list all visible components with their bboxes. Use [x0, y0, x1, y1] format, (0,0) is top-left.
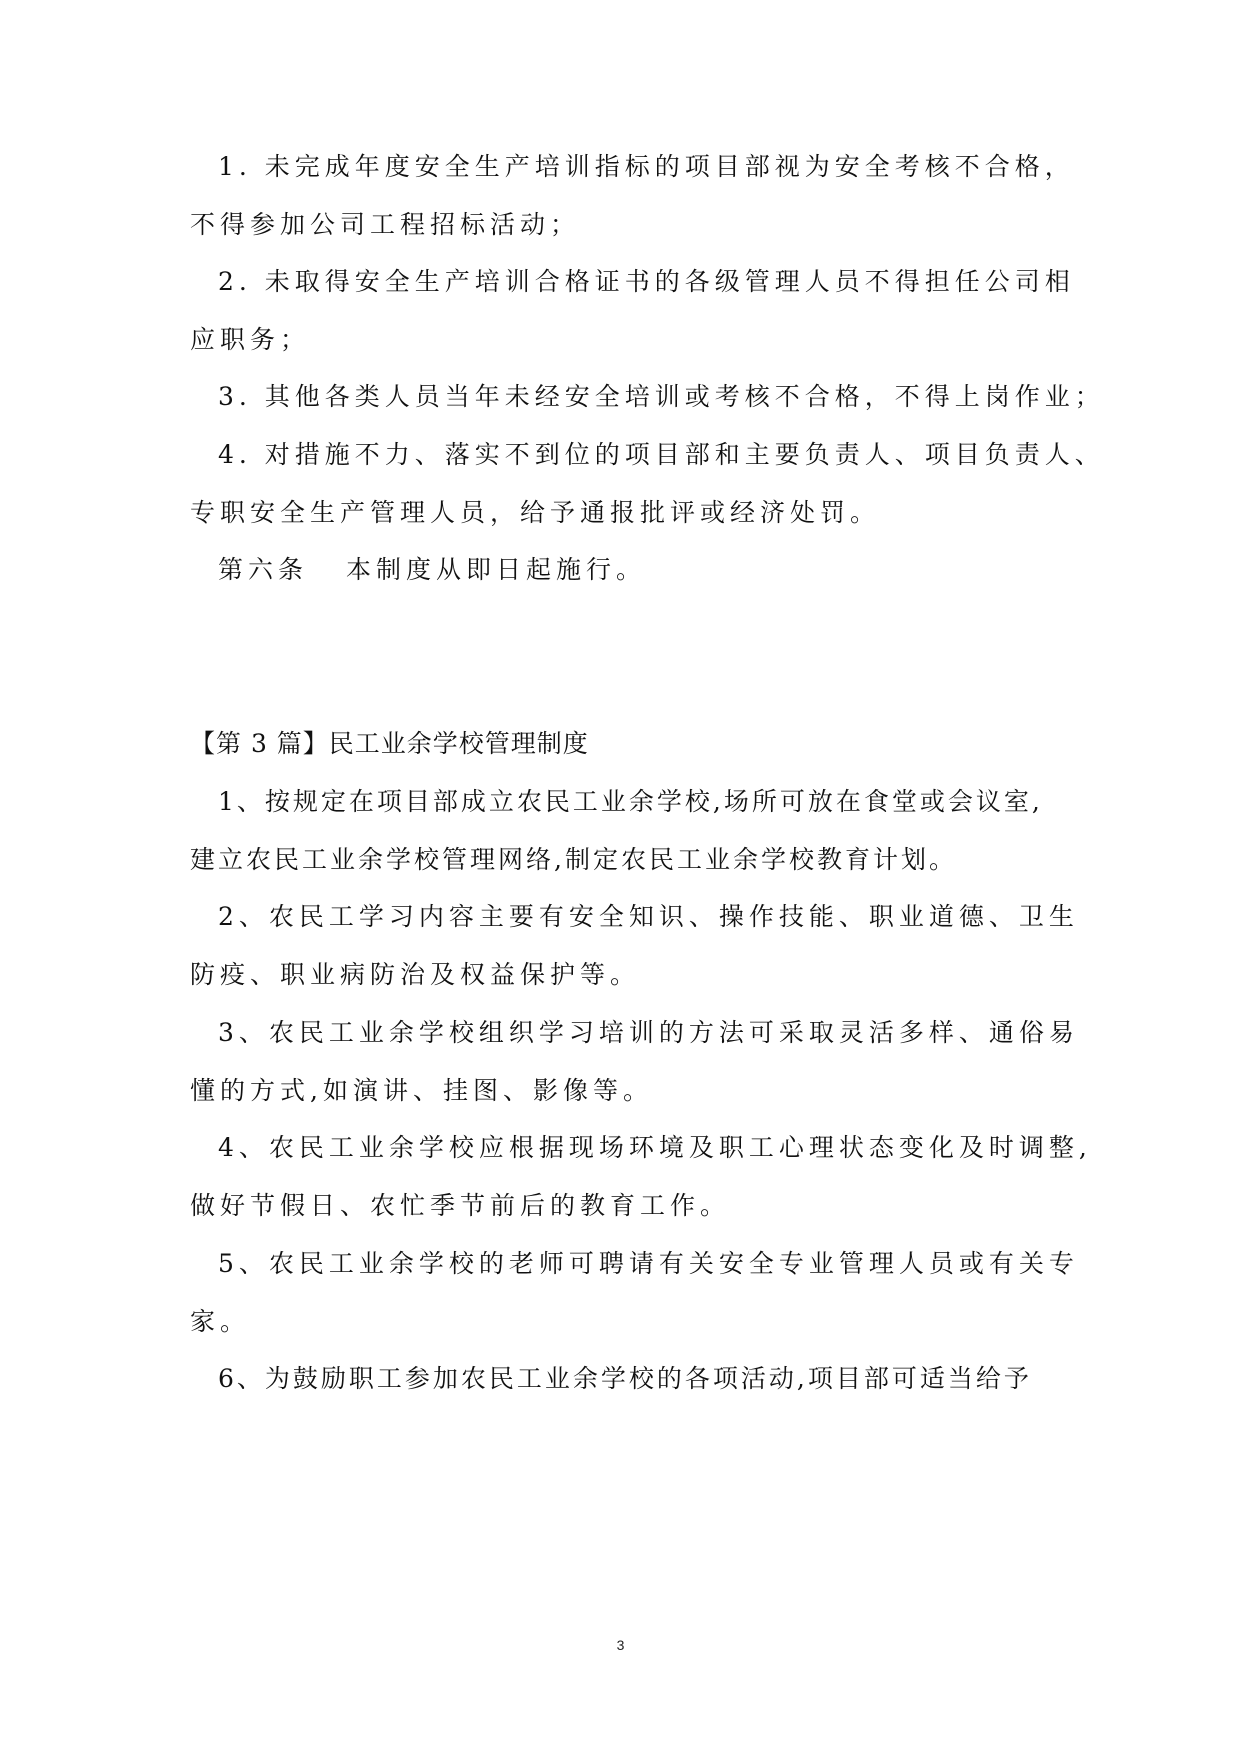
paragraph-line: 做好节假日、农忙季节前后的教育工作。: [190, 1191, 731, 1220]
paragraph-line: 不得参加公司工程招标活动；: [190, 210, 581, 239]
paragraph-line: 防疫、职业病防治及权益保护等。: [190, 960, 641, 989]
paragraph-line: 3. 其他各类人员当年未经安全培训或考核不合格，不得上岗作业；: [218, 382, 1105, 411]
article-label: 第六条: [218, 555, 309, 584]
paragraph-line: 5、农民工业余学校的老师可聘请有关安全专业管理人员或有关专: [218, 1249, 1079, 1278]
paragraph-line: 2、农民工学习内容主要有安全知识、操作技能、职业道德、卫生: [218, 902, 1079, 931]
paragraph-line: 专职安全生产管理人员，给予通报批评或经济处罚。: [190, 498, 881, 527]
paragraph-line: 2. 未取得安全生产培训合格证书的各级管理人员不得担任公司相: [218, 267, 1075, 296]
page-number: 3: [616, 1637, 625, 1653]
paragraph-line: 6、为鼓励职工参加农民工业余学校的各项活动,项目部可适当给予: [218, 1364, 1032, 1393]
paragraph-line: 建立农民工业余学校管理网络,制定农民工业余学校教育计划。: [190, 845, 957, 874]
article-six: [218, 553, 646, 587]
section-title: 【第 3 篇】民工业余学校管理制度: [190, 729, 589, 758]
paragraph-line: 懂的方式,如演讲、挂图、影像等。: [190, 1076, 653, 1105]
paragraph-line: 3、农民工业余学校组织学习培训的方法可采取灵活多样、通俗易: [218, 1018, 1079, 1047]
paragraph-line: 应职务；: [190, 325, 311, 354]
paragraph-line: 4. 对措施不力、落实不到位的项目部和主要负责人、项目负责人、: [218, 440, 1105, 469]
paragraph-line: 1、按规定在项目部成立农民工业余学校,场所可放在食堂或会议室,: [218, 787, 1043, 816]
paragraph-line: 1. 未完成年度安全生产培训指标的项目部视为安全考核不合格，: [218, 152, 1075, 181]
article-text: 本制度从即日起施行。: [346, 555, 647, 584]
paragraph-line: 4、农民工业余学校应根据现场环境及职工心理状态变化及时调整,: [218, 1133, 1092, 1162]
paragraph-line: 家。: [190, 1307, 251, 1336]
